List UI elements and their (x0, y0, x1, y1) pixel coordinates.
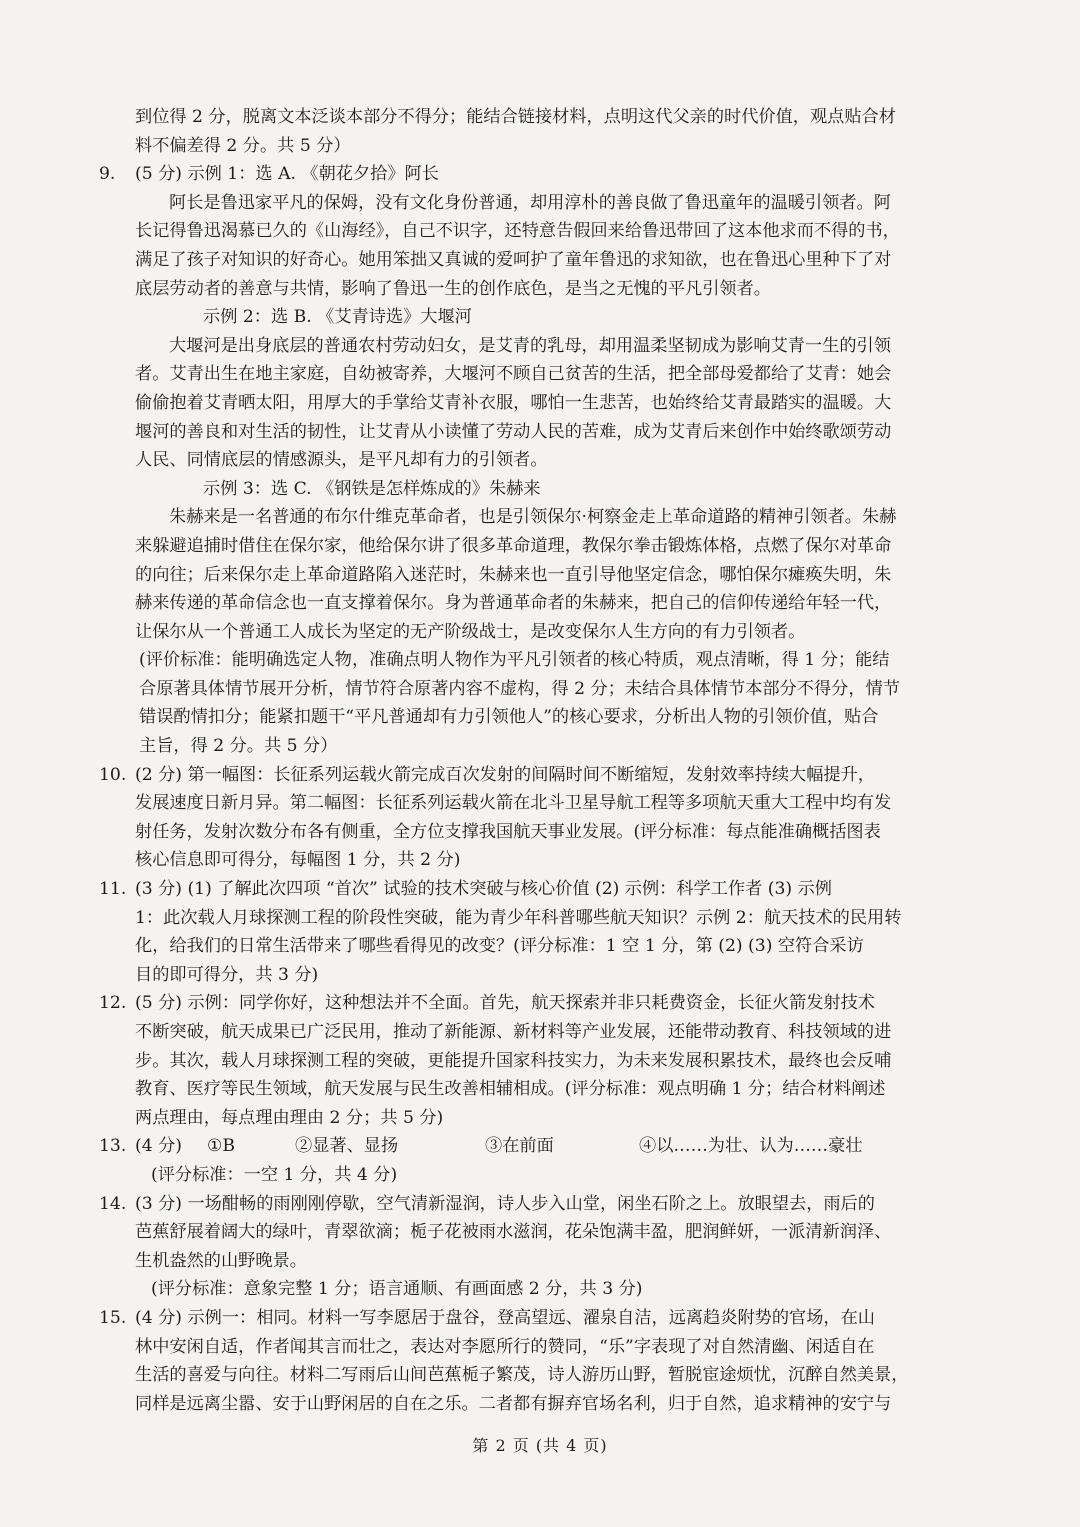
scoring-standard-9 (99, 646, 984, 760)
answer-content (99, 103, 984, 1418)
scoring-standard-14: (评分标准：意象完整 1 分；语言通顺、有画面感 2 分，共 3 分) (151, 1279, 643, 1300)
text-line: 偷偷抱着艾青晒太阳，用厚大的手掌给艾青补衣服，哪怕一生悲苦，也始终给艾青最踏实的温暖。大 (135, 392, 892, 413)
text-line: (2 分) 第一幅图：长征系列运载火箭完成百次发射的间隔时间不断缩短，发射效率持续大幅提升， (135, 764, 875, 785)
example-3 (99, 503, 984, 646)
example-3-header: 示例 3：选 C. 《钢铁是怎样炼成的》朱赫来 (203, 478, 541, 499)
question-number: 12. (99, 993, 127, 1014)
text-line: 射任务，发射次数分布各有侧重，全方位支撑我国航天事业发展。(评分标准：每点能准确概括图表 (135, 821, 881, 842)
text-line: 阿长是鲁迅家平凡的保姆，没有文化身份普通，却用淳朴的善良做了鲁迅童年的温暖引领者。阿 (169, 192, 891, 213)
score-label: (4 分) (135, 1136, 182, 1157)
text-line: 主旨，得 2 分。共 5 分） (139, 736, 338, 757)
text-line: 来躲避追捕时借住在保尔家，他给保尔讲了很多革命道理，教保尔拳击锻炼体格，点燃了保尔对革命 (135, 535, 892, 556)
text-line: 生机盎然的山野晚景。 (135, 1250, 307, 1271)
question-number: 15. (99, 1307, 127, 1328)
text-line: 错误酌情扣分；能紧扣题干“平凡普通却有力引领他人”的核心要求，分析出人物的引领价值，贴合 (139, 707, 879, 728)
answer-option-1: ①B (207, 1136, 236, 1157)
text-line: 让保尔从一个普通工人成长为坚定的无产阶级战士，是改变保尔人生方向的有力引领者。 (135, 621, 806, 642)
text-line: 赫来传递的革命信念也一直支撑着保尔。身为普通革命者的朱赫来，把自己的信仰传递给年轻一代， (135, 593, 892, 614)
question-14 (99, 1190, 984, 1276)
text-line: 料不偏差得 2 分。共 5 分） (135, 135, 351, 156)
text-line: 人民、同情底层的情感源头，是平凡却有力的引领者。 (135, 450, 548, 471)
example-2-header: 示例 2：选 B. 《艾青诗选》大堰河 (203, 307, 472, 328)
text-line: 堰河的善良和对生活的韧性，让艾青从小读懂了劳动人民的苦难，成为艾青后来创作中始终歌颂劳动 (135, 421, 892, 442)
intro-continuation (99, 103, 984, 160)
question-15 (99, 1304, 984, 1418)
text-line: 林中安闲自适，作者闻其言而壮之，表达对李愿所行的赞同，“乐”字表现了对自然清幽、闲适自在 (135, 1336, 875, 1357)
answer-option-2: ②显著、显扬 (295, 1136, 399, 1157)
text-line: 发展速度日新月异。第二幅图：长征系列运载火箭在北斗卫星导航工程等多项航天重大工程中均有发 (135, 793, 892, 814)
question-number: 13. (99, 1136, 127, 1157)
example-1 (99, 189, 984, 303)
question-9 (99, 160, 984, 189)
page-number-footer: 第 2 页 (共 4 页) (472, 1436, 608, 1455)
text-line: 大堰河是出身底层的普通农村劳动妇女，是艾青的乳母，却用温柔坚韧成为影响艾青一生的引领 (169, 335, 891, 356)
text-line: 合原著具体情节展开分析，情节符合原著内容不虚构，得 2 分；未结合具体情节本部分不得分，情节 (139, 678, 900, 699)
text-line: (3 分) (1) 了解此次四项 “首次” 试验的技术突破与核心价值 (2) 示例：科学工作者 (3) 示例 (135, 879, 832, 900)
question-number: 11. (99, 879, 127, 900)
text-line: 核心信息即可得分，每幅图 1 分，共 2 分) (135, 850, 461, 871)
question-10 (99, 761, 984, 875)
text-line: 1：此次载人月球探测工程的阶段性突破，能为青少年科普哪些航天知识？示例 2：航天技术的民用转 (135, 907, 902, 928)
question-header: (5 分) 示例 1：选 A. 《朝花夕拾》阿长 (135, 164, 439, 185)
text-line: 长记得鲁迅渴慕已久的《山海经》，自己不识字，还特意告假回来给鲁迅带回了这本他求而不得的书， (135, 221, 900, 242)
text-line: 到位得 2 分，脱离文本泛谈本部分不得分；能结合链接材料，点明这代父亲的时代价值，观点贴合材 (135, 107, 896, 127)
text-line: (评价标准：能明确选定人物，准确点明人物作为平凡引领者的核心特质，观点清晰，得 1 分；能结 (139, 650, 890, 671)
answer-option-3: ③在前面 (485, 1136, 554, 1157)
question-11 (99, 875, 984, 989)
question-number: 14. (99, 1193, 127, 1214)
text-line: (4 分) 示例一：相同。材料一写李愿居于盘谷，登高望远、濯泉自洁，远离趋炎附势的官场，在山 (135, 1307, 875, 1328)
example-2 (99, 332, 984, 475)
question-13 (99, 1132, 984, 1161)
text-line: 生活的喜爱与向往。材料二写雨后山间芭蕉栀子繁茂，诗人游历山野，暂脱宦途烦忧，沉醉自然美景， (135, 1365, 909, 1386)
text-line: 满足了孩子对知识的好奇心。她用笨拙又真诚的爱呵护了童年鲁迅的求知欲，也在鲁迅心里种下了对 (135, 249, 892, 270)
text-line: 两点理由，每点理由理由 2 分；共 5 分) (135, 1107, 444, 1128)
scoring-standard-13: (评分标准：一空 1 分，共 4 分) (151, 1164, 398, 1185)
text-line: (3 分) 一场酣畅的雨刚刚停歇，空气清新湿润，诗人步入山堂，闲坐石阶之上。放眼望去，雨后的 (135, 1193, 875, 1214)
text-line: 目的即可得分，共 3 分) (135, 964, 319, 985)
answer-option-4: ④以……为壮、认为……豪壮 (639, 1136, 863, 1157)
text-line: (5 分) 示例：同学你好，这种想法并不全面。首先，航天探索并非只耗费资金，长征火箭发射技术 (135, 993, 875, 1014)
text-line: 朱赫来是一名普通的布尔什维克革命者，也是引领保尔·柯察金走上革命道路的精神引领者。朱赫 (169, 507, 897, 528)
text-line: 同样是远离尘嚣、安于山野闲居的自在之乐。二者都有摒弃官场名利，归于自然，追求精神的安宁与 (135, 1393, 892, 1414)
question-number: 10. (99, 764, 127, 785)
text-line: 芭蕉舒展着阔大的绿叶，青翠欲滴；栀子花被雨水滋润，花朵饱满丰盈，肥润鲜妍，一派清新润泽、 (135, 1222, 892, 1243)
text-line: 步。其次，载人月球探测工程的突破，更能提升国家科技实力，为未来发展积累技术，最终也会反哺 (135, 1050, 892, 1071)
text-line: 的向往；后来保尔走上革命道路陷入迷茫时，朱赫来也一直引导他坚定信念，哪怕保尔瘫痪失明，朱 (135, 564, 892, 585)
text-line: 底层劳动者的善意与共情，影响了鲁迅一生的创作底色，是当之无愧的平凡引领者。 (135, 278, 771, 299)
text-line: 教育、医疗等民生领域，航天发展与民生改善相辅相成。(评分标准：观点明确 1 分；结合材料阐述 (135, 1079, 886, 1100)
text-line: 者。艾青出生在地主家庭，自幼被寄养，大堰河不顾自己贫苦的生活，把全部母爱都给了艾青：她会 (135, 364, 892, 385)
question-number: 9. (99, 164, 116, 185)
question-12 (99, 989, 984, 1132)
text-line: 不断突破，航天成果已广泛民用，推动了新能源、新材料等产业发展，还能带动教育、科技领域的进 (135, 1022, 892, 1042)
text-line: 化，给我们的日常生活带来了哪些看得见的改变？(评分标准：1 空 1 分，第 (2) (3) 空符合采访 (135, 936, 864, 957)
